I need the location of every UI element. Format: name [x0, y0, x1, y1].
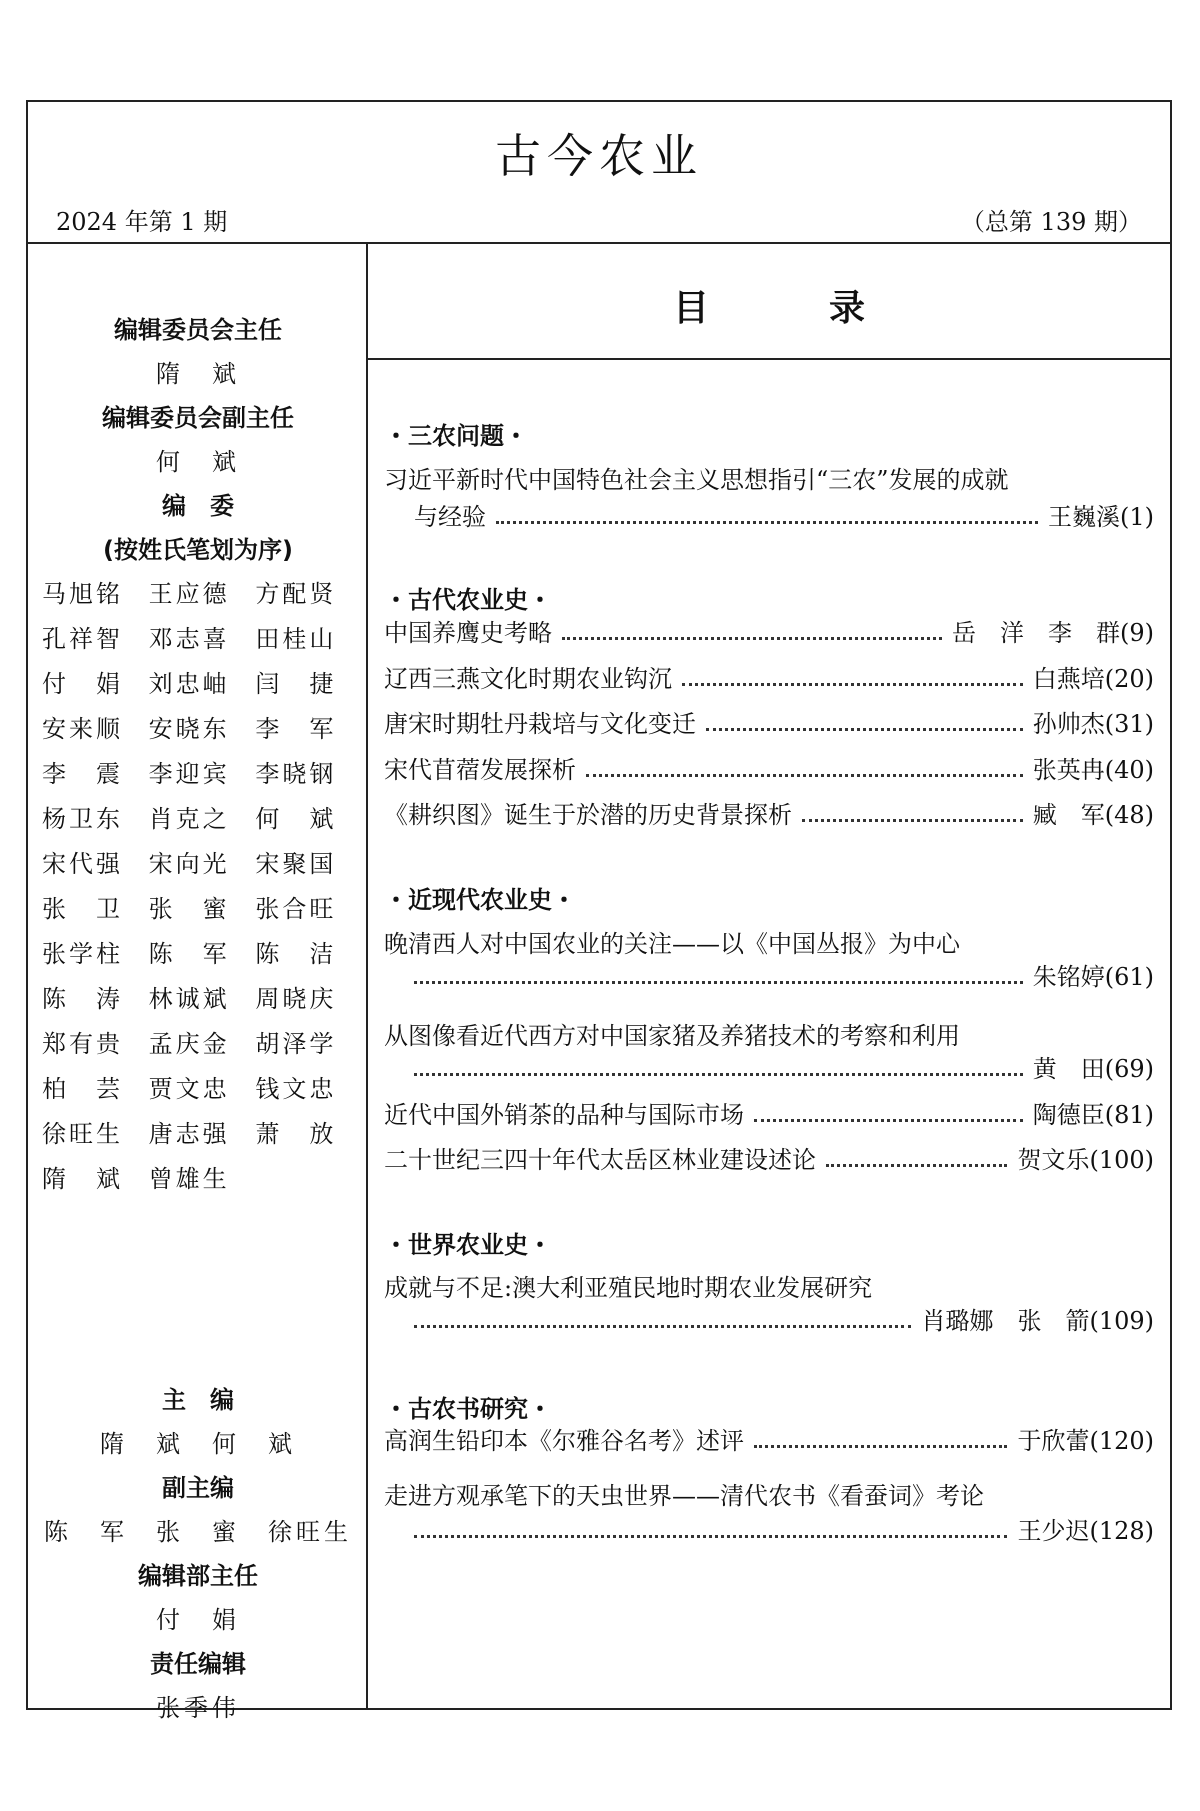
dot-leader: [414, 1535, 1007, 1538]
member-row: [42, 1159, 362, 1204]
dot-leader: [414, 981, 1023, 984]
vice-director-name: 何 斌: [156, 448, 240, 476]
toc-entry-author-page: 臧 军(48): [1032, 801, 1154, 829]
member-name: 安晓东: [148, 715, 230, 743]
member-name: 孟庆金: [148, 1030, 230, 1058]
member-name: 方配贤: [255, 580, 337, 608]
toc-entry-title: 高润生铅印本《尔雅谷名考》述评: [384, 1427, 744, 1455]
dot-leader: [754, 1119, 1023, 1122]
dot-leader: [826, 1164, 1007, 1167]
member-name: 王应德: [148, 580, 230, 608]
member-row: [42, 1114, 362, 1159]
member-name: 李 军: [255, 715, 337, 743]
member-name: 宋向光: [148, 850, 230, 878]
toc-entry-author-page: 王少迟(128): [1017, 1517, 1154, 1545]
member-name: 付 娟: [42, 670, 123, 698]
member-name: 张合旺: [255, 895, 337, 923]
toc-entry[interactable]: [384, 707, 1154, 739]
member-name: 林诚斌: [148, 985, 230, 1013]
toc-entry[interactable]: [384, 616, 1154, 648]
dot-leader: [706, 728, 1023, 731]
toc-entry-author-page: 王巍溪(1): [1048, 503, 1154, 531]
member-name: 胡泽学: [255, 1030, 337, 1058]
member-row: [42, 889, 362, 934]
section-title: ・近现代农业史・: [384, 886, 576, 914]
toc-entry[interactable]: [414, 1514, 1154, 1546]
toc-entry-title: 近代中国外销茶的品种与国际市场: [384, 1101, 744, 1129]
member-name: 贾文忠: [148, 1075, 230, 1103]
editorial-member-list: [42, 574, 362, 1204]
responsible-editor-label: 责任编辑: [150, 1650, 246, 1678]
member-row: [42, 619, 362, 664]
toc-entry-author-page: 张英冉(40): [1032, 756, 1154, 784]
member-name: 郑有贵: [42, 1030, 123, 1058]
dot-leader: [802, 819, 1023, 822]
toc-entry[interactable]: [414, 500, 1154, 532]
deputy-editor-label: 副主编: [162, 1474, 234, 1502]
toc-entry[interactable]: [414, 960, 1154, 992]
toc-entry-title-cont: 与经验: [414, 503, 486, 531]
vice-director-label: 编辑委员会副主任: [102, 404, 294, 432]
member-name: 曾雄生: [148, 1165, 230, 1193]
member-name: 柏 芸: [42, 1075, 123, 1103]
dot-leader: [414, 1073, 1023, 1076]
toc-entry-title[interactable]: 习近平新时代中国特色社会主义思想指引“三农”发展的成就: [384, 466, 1009, 494]
section-title: ・古农书研究・: [384, 1395, 552, 1423]
toc-entry-author-page: 陶德臣(81): [1032, 1101, 1154, 1129]
member-name: 唐志强: [148, 1120, 230, 1148]
member-name: [255, 1159, 362, 1204]
contents-page-frame: [26, 100, 1172, 1722]
toc-entry[interactable]: [384, 1098, 1154, 1130]
member-row: [42, 979, 362, 1024]
member-row: [42, 799, 362, 844]
member-name: 肖克之: [148, 805, 230, 833]
responsible-editor-name: 张季伟: [156, 1694, 240, 1722]
toc-entry-author-page: 于欣蕾(120): [1017, 1427, 1154, 1455]
total-issue-number: （总第 139 期）: [960, 208, 1142, 236]
toc-entry-author-page: 白燕培(20): [1032, 665, 1154, 693]
member-row: [42, 934, 362, 979]
issue-number: 2024 年第 1 期: [56, 208, 228, 236]
toc-entry-title: 《耕织图》诞生于於潜的历史背景探析: [384, 801, 792, 829]
member-name: 闫 捷: [255, 670, 337, 698]
member-name: 张 蜜: [148, 895, 230, 923]
section-title: ・世界农业史・: [384, 1231, 552, 1259]
member-name: 陈 洁: [255, 940, 337, 968]
dot-leader: [496, 521, 1038, 524]
member-name: 钱文忠: [255, 1075, 337, 1103]
member-name: 安来顺: [42, 715, 123, 743]
office-director-label: 编辑部主任: [138, 1562, 258, 1590]
toc-entry-title[interactable]: 从图像看近代西方对中国家猪及养猪技术的考察和利用: [384, 1022, 960, 1050]
member-row: [42, 574, 362, 619]
member-name: 隋 斌: [42, 1165, 123, 1193]
deputy-editor-names: 陈 军 张 蜜 徐旺生: [44, 1518, 352, 1546]
dot-leader: [754, 1445, 1007, 1448]
member-name: 刘忠岫: [148, 670, 230, 698]
director-label: 编辑委员会主任: [114, 316, 282, 344]
member-name: 孔祥智: [42, 625, 123, 653]
toc-entry[interactable]: [384, 798, 1154, 830]
member-name: 何 斌: [255, 805, 337, 833]
members-note: (按姓氏笔划为序): [103, 536, 293, 564]
toc-heading-char-2: 录: [829, 288, 866, 329]
editorial-board-column: [28, 244, 368, 1722]
chief-editor-names: 隋 斌 何 斌: [100, 1430, 296, 1458]
toc-entry-author-page: 肖璐娜 张 箭(109): [921, 1307, 1154, 1335]
toc-entry-author-page: 黄 田(69): [1032, 1055, 1154, 1083]
member-name: 田桂山: [255, 625, 337, 653]
toc-entry-title: 二十世纪三四十年代太岳区林业建设述论: [384, 1146, 816, 1174]
member-row: [42, 754, 362, 799]
member-name: 李晓钢: [255, 760, 337, 788]
member-name: 张 卫: [42, 895, 123, 923]
section-title: ・三农问题・: [384, 422, 528, 450]
toc-entry[interactable]: [384, 1143, 1154, 1175]
table-of-contents-column: [368, 244, 1170, 1708]
journal-header: [28, 102, 1170, 244]
member-name: 宋代强: [42, 850, 123, 878]
toc-entry-title: 中国养鹰史考略: [384, 619, 552, 647]
section-title: ・古代农业史・: [384, 586, 552, 614]
toc-entry-author-page: 朱铭婷(61): [1032, 963, 1154, 991]
member-name: 陈 军: [148, 940, 230, 968]
member-name: 徐旺生: [42, 1120, 123, 1148]
member-row: [42, 1024, 362, 1069]
toc-entry[interactable]: [414, 1052, 1154, 1084]
member-row: [42, 664, 362, 709]
toc-entry[interactable]: [384, 1424, 1154, 1456]
toc-entry-author-page: 岳 洋 李 群(9): [952, 619, 1154, 647]
toc-entry-title: 辽西三燕文化时期农业钩沉: [384, 665, 672, 693]
member-name: 马旭铭: [42, 580, 123, 608]
toc-entry-title: 唐宋时期牡丹栽培与文化变迁: [384, 710, 696, 738]
member-name: 萧 放: [255, 1120, 337, 1148]
toc-entry-title: 宋代苜蓿发展探析: [384, 756, 576, 784]
member-name: 陈 涛: [42, 985, 123, 1013]
toc-heading-char-1: 目: [672, 288, 709, 329]
member-name: 李 震: [42, 760, 123, 788]
member-name: 周晓庆: [255, 985, 337, 1013]
member-name: 李迎宾: [148, 760, 230, 788]
member-name: 宋聚国: [255, 850, 337, 878]
chief-editor-label: 主 编: [162, 1386, 234, 1414]
toc-entry[interactable]: [384, 662, 1154, 694]
dot-leader: [562, 637, 942, 640]
toc-entry-title[interactable]: 成就与不足:澳大利亚殖民地时期农业发展研究: [384, 1274, 873, 1302]
member-row: [42, 709, 362, 754]
journal-title: 古今农业: [495, 129, 703, 183]
dot-leader: [586, 774, 1023, 777]
toc-entry-title[interactable]: 晚清西人对中国农业的关注——以《中国丛报》为中心: [384, 930, 960, 958]
toc-entry-author-page: 孙帅杰(31): [1032, 710, 1154, 738]
dot-leader: [682, 683, 1023, 686]
toc-entry[interactable]: [384, 753, 1154, 785]
director-name: 隋 斌: [156, 360, 240, 388]
dot-leader: [414, 1325, 911, 1328]
member-name: 邓志喜: [148, 625, 230, 653]
toc-entry-title[interactable]: 走进方观承笔下的天虫世界——清代农书《看蚕词》考论: [384, 1482, 984, 1510]
members-label: 编 委: [162, 492, 234, 520]
office-director-name: 付 娟: [156, 1606, 240, 1634]
toc-heading: [368, 244, 1170, 360]
member-row: [42, 844, 362, 889]
member-row: [42, 1069, 362, 1114]
member-name: 张学柱: [42, 940, 123, 968]
toc-entry[interactable]: [414, 1304, 1154, 1336]
toc-entry-author-page: 贺文乐(100): [1017, 1146, 1154, 1174]
member-name: 杨卫东: [42, 805, 123, 833]
